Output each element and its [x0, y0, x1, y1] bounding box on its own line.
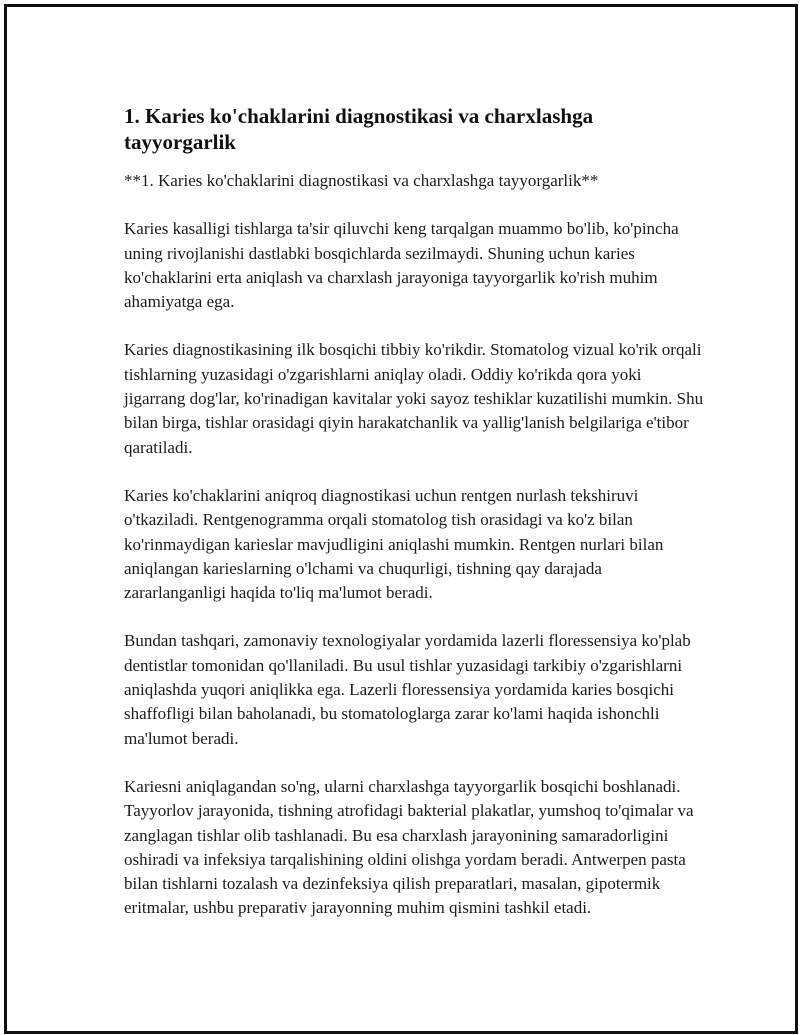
paragraph-laser: Bundan tashqari, zamonaviy texnologiyalar yordamida lazerli floressensiya ko'plab dentistlar tomonidan qo'llaniladi. Bu usul tishlar yuzasidagi tarkibiy o'zgarishlarni aniqlashda yuqori aniqlikka ega. Lazerli floressensiya yordamida karies bosqichi shaffofligi bilan baholanadi, bu stomatologlarga zarar ko'lami haqida ishonchli ma'lumot beradi. — [124, 631, 691, 748]
paragraph-preparation: Kariesni aniqlagandan so'ng, ularni charxlashga tayyorgarlik bosqichi boshlanadi. Tayyorlov jarayonida, tishning atrofidagi bakterial plakatlar, yumshoq to'qimalar va zanglagan tishlar olib tashlanadi. Bu esa charxlash jarayonining samaradorligini oshiradi va infeksiya tarqalishining oldini olishga yordam beradi. Antwerpen pasta bilan tishlarni tozalash va dezinfeksiya qilish preparatlari, masalan, gipotermik eritmalar, ushbu preparativ jarayonning muhim qismini tashkil etadi. — [124, 776, 694, 918]
paragraph-intro: Karies kasalligi tishlarga ta'sir qiluvchi keng tarqalgan muammo bo'lib, ko'pincha uning rivojlanishi dastlabki bosqichlarda sezilmaydi. Shuning uchun karies ko'chaklarini erta aniqlash va charxlash jarayoniga tayyorgarlik ko'rish muhim ahamiyatga ega. — [124, 219, 679, 312]
document-body — [124, 103, 704, 945]
paragraph-heading-repeat: **1. Karies ko'chaklarini diagnostikasi va charxlashga tayyorgarlik** — [124, 171, 599, 190]
page-frame — [4, 4, 798, 1034]
paragraph-visual-exam: Karies diagnostikasining ilk bosqichi tibbiy ko'rikdir. Stomatolog vizual ko'rik orqali tishlarning yuzasidagi o'zgarishlarni aniqlay oladi. Oddiy ko'rikda qora yoki jigarrang dog'lar, ko'rinadigan kavitalar yoki sayoz teshiklar kuzatilishi mumkin. Shu bilan birga, tishlar orasidagi qiyin harakatchanlik va yallig'lanish belgilariga e'tibor qaratiladi. — [124, 340, 704, 457]
document-title: 1. Karies ko'chaklarini diagnostikasi va charxlashga tayyorgarlik — [124, 104, 594, 154]
paragraph-xray: Karies ko'chaklarini aniqroq diagnostikasi uchun rentgen nurlash tekshiruvi o'tkaziladi. Rentgenogramma orqali stomatolog tish orasidagi va ko'z bilan ko'rinmaydigan karieslar mavjudligini aniqlashi mumkin. Rentgen nurlari bilan aniqlangan karieslarning o'lchami va chuqurligi, tishning qay darajada zararlanganligi haqida to'liq ma'lumot beradi. — [124, 485, 664, 603]
